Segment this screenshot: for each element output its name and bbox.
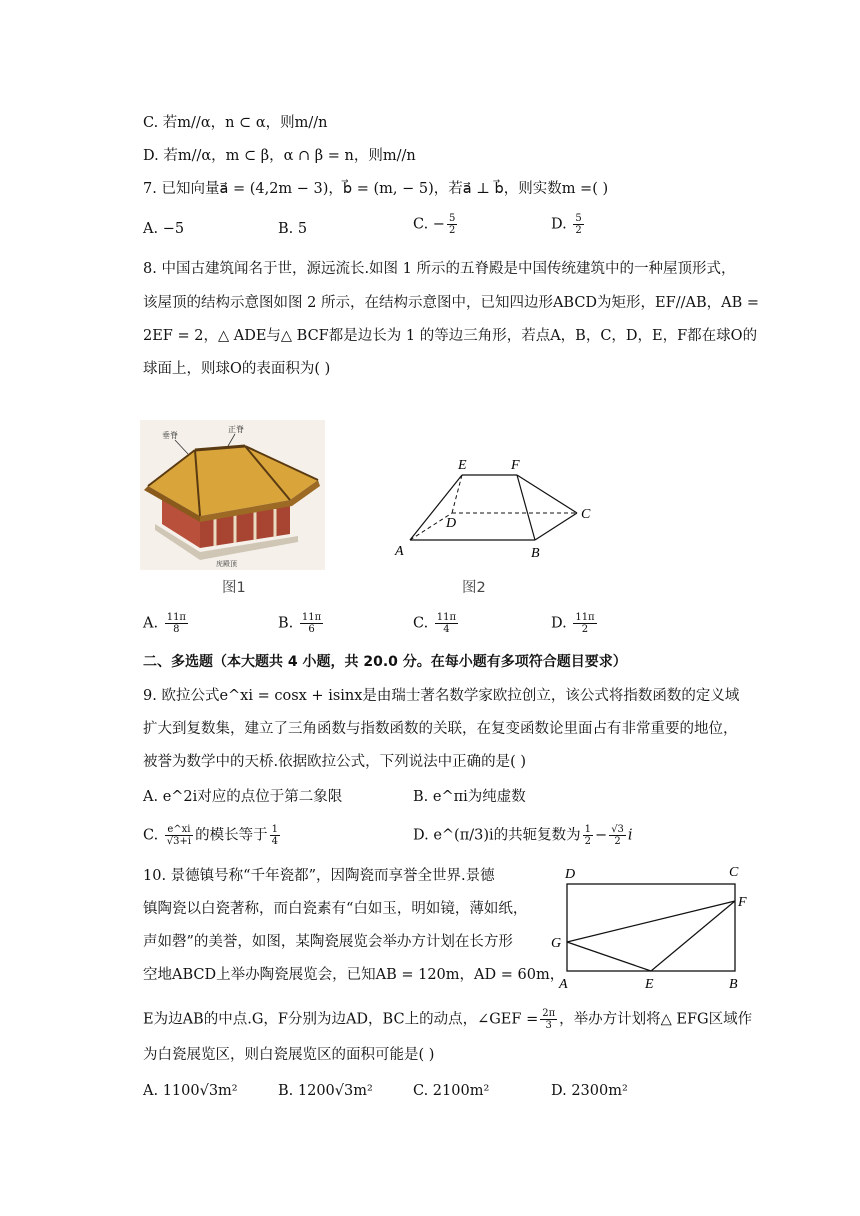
q10-point-f: F — [738, 895, 747, 910]
q8-option-b: B. $\frac{11\pi}{6}$ — [278, 612, 322, 635]
q10-line-6: 为白瓷展览区，则白瓷展览区的面积可能是( ) — [143, 1047, 435, 1063]
section-2-heading: 二、多选题（本大题共 4 小题，共 20.0 分。在每小题有多项符合题目要求） — [143, 654, 627, 670]
figure-2-structure — [390, 455, 600, 565]
q10-point-a: A — [559, 977, 568, 990]
fig2-point-e: E — [458, 458, 467, 473]
q7-option-d: D. $\frac{5}{2}$ — [551, 213, 582, 236]
q10-line-1: 10. 景德镇号称“千年瓷都”，因陶瓷而享誉全世界.景德 — [143, 868, 495, 884]
q8-line-1: 8. 中国古建筑闻名于世，源远流长.如图 1 所示的五脊殿是中国传统建筑中的一种屋顶形式， — [143, 261, 736, 277]
q8-option-a: A. $\frac{11\pi}{8}$ — [143, 612, 186, 635]
fig2-point-c: C — [581, 507, 591, 522]
fig2-point-d: D — [446, 516, 457, 531]
fig1-label-chuiji: 垂脊 — [162, 431, 178, 440]
q8-option-d: D. $\frac{11\pi}{2}$ — [551, 612, 595, 635]
fig1-label-zhengji: 正脊 — [228, 425, 244, 434]
fig2-point-a: A — [395, 544, 404, 559]
q9-option-b: B. e^πi为纯虚数 — [413, 789, 526, 805]
q10-line-3: 声如磬”的美誉，如图，某陶瓷展览会举办方计划在长方形 — [143, 934, 513, 950]
fig2-point-f: F — [511, 458, 520, 473]
q8-option-c: C. $\frac{11\pi}{4}$ — [413, 612, 457, 635]
q7-option-a: A. −5 — [143, 221, 185, 237]
q9-line-2: 扩大到复数集，建立了三角函数与指数函数的关联，在复变函数论里面占有非常重要的地位， — [143, 721, 738, 737]
q10-point-d: D — [565, 867, 576, 882]
q8-line-2: 该屋顶的结构示意图如图 2 所示，在结构示意图中，已知四边形ABCD为矩形，EF//AB，AB = — [143, 295, 759, 311]
q10-point-g: G — [551, 936, 562, 951]
q6-option-c: C. 若m//α，n ⊂ α，则m//n — [143, 115, 328, 131]
q10-line-2: 镇陶瓷以白瓷著称，而白瓷素有“白如玉，明如镜，薄如纸， — [143, 901, 528, 917]
q10-option-d: D. 2300m² — [551, 1083, 628, 1099]
figure-1-palace-roof — [140, 420, 325, 570]
q8-line-3: 2EF = 2，△ ADE与△ BCF都是边长为 1 的等边三角形，若点A，B，C，D，E，F都在球O的 — [143, 328, 758, 344]
q9-option-d: D. e^(π/3)i的共轭复数为 $\frac{1}{2}$ − $\frac{√3}{2}$ i — [413, 824, 633, 847]
q7-option-b: B. 5 — [278, 221, 308, 237]
q8-line-4: 球面上，则球O的表面积为( ) — [143, 361, 331, 377]
fig1-label-wudianding: 庑殿顶 — [216, 560, 237, 568]
q9-option-a: A. e^2i对应的点位于第二象限 — [143, 789, 343, 805]
figure-2-caption: 图2 — [462, 580, 486, 596]
figure-1-caption: 图1 — [222, 580, 246, 596]
fig2-point-b: B — [531, 546, 540, 561]
q9-line-1: 9. 欧拉公式e^xi = cosx + isinx是由瑞士著名数学家欧拉创立，该公式将指数函数的定义域 — [143, 688, 740, 704]
q10-line-5: E为边AB的中点.G，F分别为边AD，BC上的动点，∠GEF = $\frac{2\pi}{3}$ ，举办方计划将△ EFG区域作 — [143, 1008, 753, 1031]
q10-point-c: C — [729, 865, 739, 880]
q9-line-3: 被誉为数学中的天桥.依据欧拉公式，下列说法中正确的是( ) — [143, 754, 527, 770]
q10-rectangle-figure — [545, 860, 760, 990]
q7-option-c: C. − $\frac{5}{2}$ — [413, 213, 456, 236]
q10-point-e: E — [645, 977, 654, 990]
q10-option-b: B. 1200√3m² — [278, 1083, 373, 1099]
q9-option-c: C. $\frac{e\^{}xi}{√3+i}$ 的模长等于 $\frac{1}{4}$ — [143, 824, 278, 847]
q7-stem: 7. 已知向量a⃗ = (4,2m − 3)，b⃗ = (m, − 5)，若a⃗ ⊥ b⃗，则实数m =( ) — [143, 181, 609, 197]
q10-point-b: B — [729, 977, 738, 990]
q10-option-c: C. 2100m² — [413, 1083, 490, 1099]
q10-option-a: A. 1100√3m² — [143, 1083, 238, 1099]
q10-line-4: 空地ABCD上举办陶瓷展览会，已知AB = 120m，AD = 60m， — [143, 967, 565, 983]
q6-option-d: D. 若m//α，m ⊂ β，α ∩ β = n，则m//n — [143, 148, 416, 164]
